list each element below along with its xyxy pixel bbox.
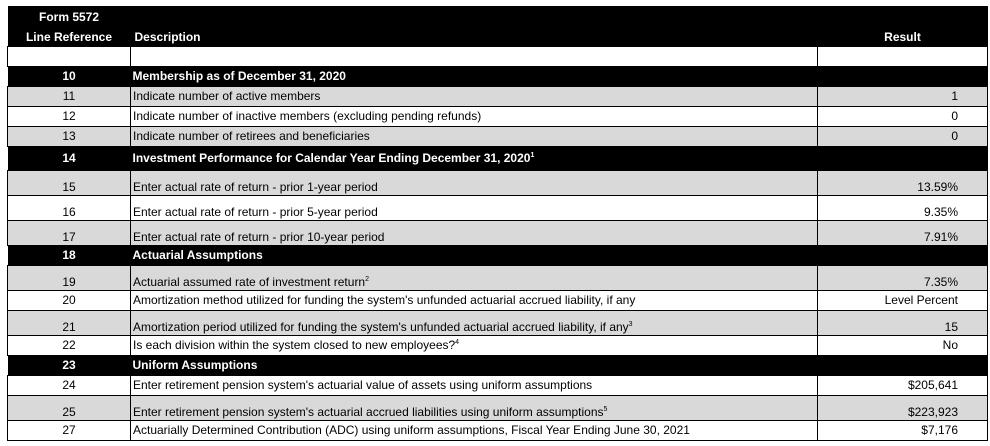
footnote-marker: 5 [603,405,608,413]
table-row [8,170,988,195]
row-result: $7,176 [818,420,988,440]
row-result: Level Percent [818,290,988,310]
row-description [131,265,818,290]
footnote-marker: 1 [530,152,535,159]
row-description [131,395,818,420]
row-description [131,420,818,440]
row-description [131,335,818,355]
line-reference: 18 [8,245,131,265]
line-reference: 16 [8,195,131,220]
line-reference: 20 [8,290,131,310]
header-line-ref-label: Line Reference [25,29,113,44]
line-reference: 14 [8,146,131,170]
table-row [8,290,988,310]
table-row [8,335,988,355]
table-row [8,126,988,146]
section-result-empty [818,66,988,86]
footnote-marker: 4 [455,339,460,346]
row-description [131,220,818,245]
line-reference: 11 [8,86,131,106]
row-result: 9.35% [818,195,988,220]
line-reference: 10 [8,66,131,86]
table-row [8,220,988,245]
line-reference: 13 [8,126,131,146]
table-header [8,6,988,46]
row-description-text: Amortization period utilized for funding the system's unfunded actuarial accrued liability, if any [133,319,629,334]
section-result-empty [818,146,988,170]
line-reference: 22 [8,335,131,355]
section-header-row [8,146,988,170]
row-description-text: Actuarially Determined Contribution (ADC) using uniform assumptions, Fiscal Year Ending June 30, 2021 [133,423,690,437]
table-row [8,265,988,290]
table-row [8,310,988,335]
blank-cell [131,46,818,66]
line-reference: 23 [8,355,131,375]
row-result: 7.35% [818,265,988,290]
line-reference: 12 [8,106,131,126]
row-description [131,375,818,395]
section-title [131,146,818,170]
header-result: Result [818,6,988,46]
blank-cell [8,46,131,66]
row-description-text: Enter actual rate of return - prior 5-year period [133,204,378,219]
row-result: $205,641 [818,375,988,395]
section-header-row [8,355,988,375]
table-row [8,375,988,395]
row-description [131,126,818,146]
section-title-text: Membership as of December 31, 2020 [132,69,346,83]
row-description-text: Is each division within the system closed to new employees? [133,338,456,352]
section-header-row [8,245,988,265]
row-result: No [818,335,988,355]
line-reference: 24 [8,375,131,395]
row-description [131,86,818,106]
form-5572-table-container [7,6,987,441]
row-description [131,106,818,126]
header-description: Description [131,6,818,46]
section-header-row [8,66,988,86]
row-result: 13.59% [818,170,988,195]
table-row [8,106,988,126]
table-row [8,195,988,220]
section-title [131,245,818,265]
row-description-text: Enter actual rate of return - prior 10-year period [133,229,385,244]
row-result: 0 [818,126,988,146]
row-description [131,195,818,220]
header-line-ref-form: Form 5572 [38,9,100,24]
header-line-reference [8,6,131,46]
row-description-text: Amortization method utilized for funding the system's unfunded actuarial accrued liability, if any [133,293,636,307]
row-description-text: Enter actual rate of return - prior 1-year period [133,179,378,194]
line-reference: 25 [8,395,131,420]
row-result: 1 [818,86,988,106]
table-row [8,86,988,106]
row-description-text: Indicate number of active members [133,89,321,103]
section-title-text: Actuarial Assumptions [132,248,263,262]
blank-cell [818,46,988,66]
line-reference: 27 [8,420,131,440]
table-row [8,420,988,440]
footnote-marker: 2 [365,275,370,283]
row-description-text: Enter retirement pension system's actuarial accrued liabilities using uniform assumptions [133,404,604,419]
row-result: 7.91% [818,220,988,245]
section-title-text: Investment Performance for Calendar Year Ending December 31, 2020 [132,151,531,165]
blank-row [8,46,988,66]
section-title [131,66,818,86]
section-result-empty [818,245,988,265]
line-reference: 19 [8,265,131,290]
row-description-text: Indicate number of retirees and beneficiaries [133,129,370,143]
row-description-text: Indicate number of inactive members (excluding pending refunds) [133,109,482,123]
section-title [131,355,818,375]
row-description [131,290,818,310]
row-result: $223,923 [818,395,988,420]
row-description [131,170,818,195]
row-description-text: Actuarial assumed rate of investment return [133,274,366,289]
row-description [131,310,818,335]
section-result-empty [818,355,988,375]
line-reference: 21 [8,310,131,335]
line-reference: 15 [8,170,131,195]
section-title-text: Uniform Assumptions [132,358,258,372]
footnote-marker: 3 [628,320,633,328]
row-description-text: Enter retirement pension system's actuarial value of assets using uniform assumptions [133,378,593,392]
table-row [8,395,988,420]
form-5572-table [7,6,988,441]
line-reference: 17 [8,220,131,245]
row-result: 15 [818,310,988,335]
row-result: 0 [818,106,988,126]
